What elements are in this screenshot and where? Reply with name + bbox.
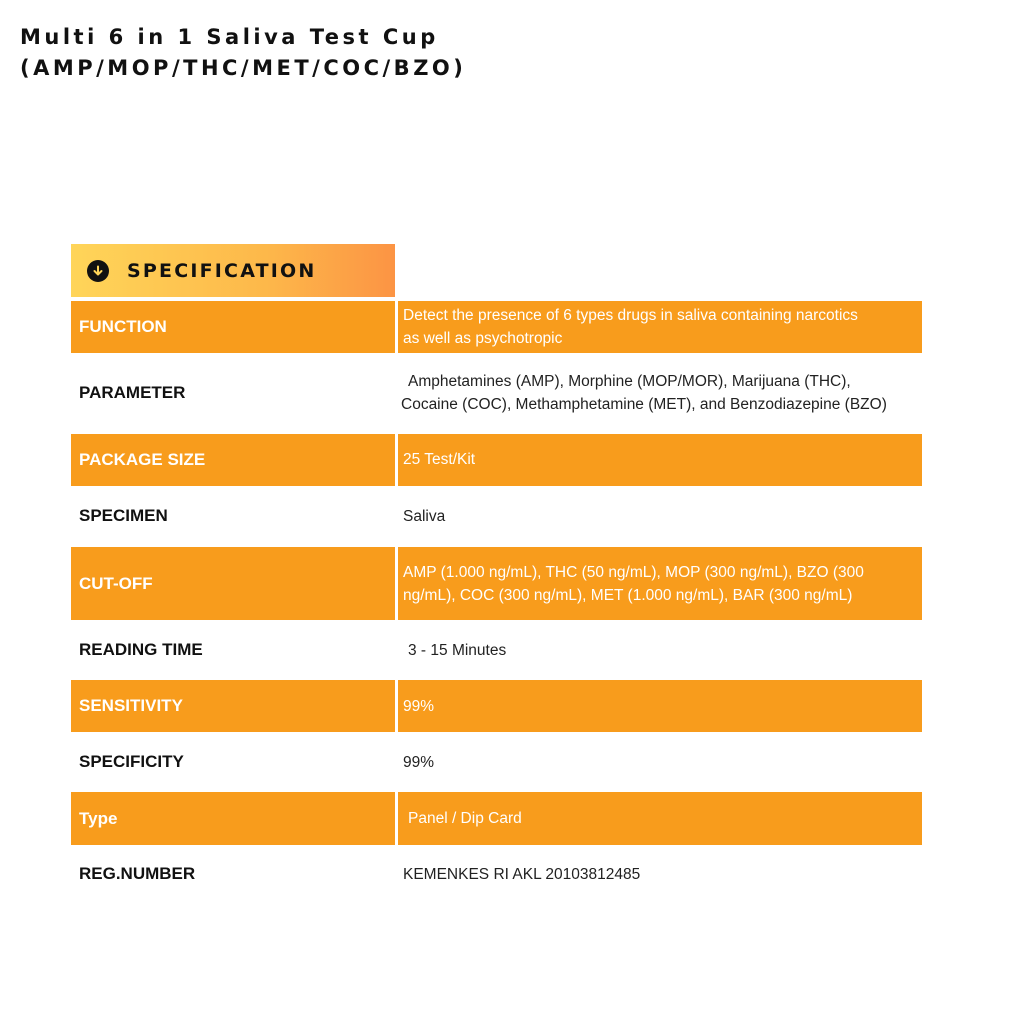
spec-value: 99% [398,680,922,732]
spec-label: CUT-OFF [71,547,395,620]
title-line-2: (AMP/MOP/THC/MET/COC/BZO) [20,56,467,80]
spec-value: AMP (1.000 ng/mL), THC (50 ng/mL), MOP (300 ng/mL), BZO (300 ng/mL), COC (300 ng/mL), MET (1.000 ng/mL), BAR (300 ng/mL) [398,547,922,620]
spec-value: Saliva [403,507,446,525]
spec-label: PARAMETER [79,383,186,402]
spec-value: Detect the presence of 6 types drugs in saliva containing narcotics as well as psychotropic [398,301,922,353]
spec-label: Type [71,792,395,845]
spec-label: PACKAGE SIZE [71,434,395,486]
spec-value: 99% [403,753,435,771]
spec-label: SPECIMEN [79,506,168,525]
arrow-down-circle-icon [87,260,109,282]
title-line-1: Multi 6 in 1 Saliva Test Cup [20,25,439,49]
spec-value: KEMENKES RI AKL 20103812485 [403,865,641,883]
spec-value: 25 Test/Kit [398,434,922,486]
spec-label: FUNCTION [71,301,395,353]
spec-value: Panel / Dip Card [398,792,922,845]
spec-label: SENSITIVITY [71,680,395,732]
spec-value: 3 - 15 Minutes [408,641,507,659]
spec-label: SPECIFICITY [79,752,184,771]
specification-title: SPECIFICATION [127,259,317,282]
page-title [20,22,466,84]
spec-value: Amphetamines (AMP), Morphine (MOP/MOR), Marijuana (THC), Cocaine (COC), Methamphetamine (MET), and Benzodiazepine (BZO) [401,373,887,413]
spec-label: READING TIME [79,640,203,659]
spec-label: REG.NUMBER [79,864,196,883]
specification-header [71,244,395,297]
